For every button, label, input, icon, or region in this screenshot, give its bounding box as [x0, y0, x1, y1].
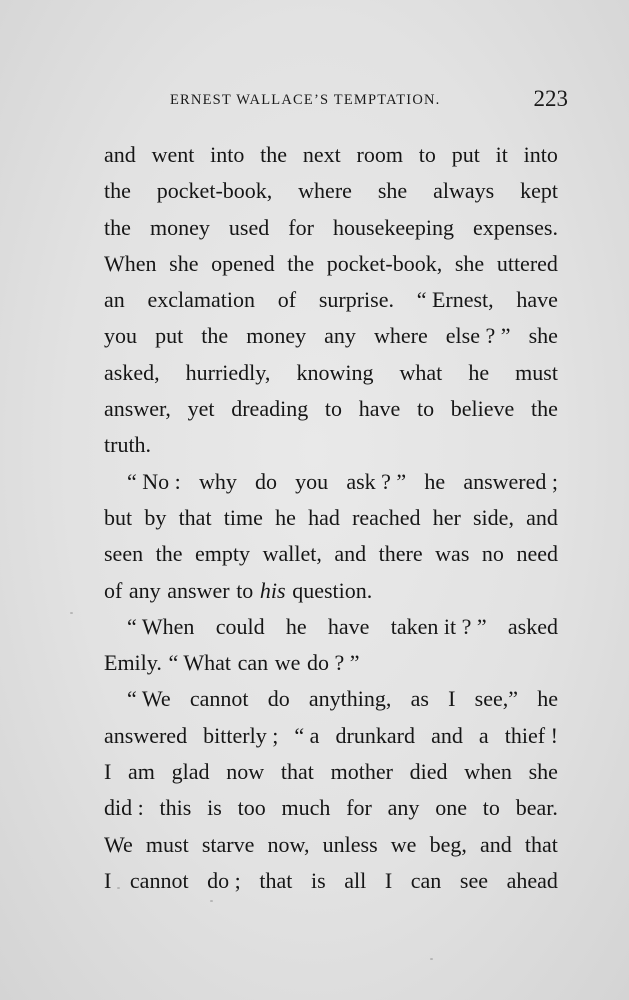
word: of — [277, 287, 297, 313]
word: any — [324, 323, 356, 349]
word: can — [410, 867, 442, 893]
word: died — [409, 759, 448, 785]
word: answer — [167, 577, 230, 603]
word: do ? ” — [306, 650, 360, 676]
word: empty — [195, 541, 251, 567]
word: “ What — [168, 650, 231, 676]
word: that — [259, 867, 293, 893]
word: must — [145, 831, 189, 857]
word: she — [528, 759, 558, 785]
word: dreading — [231, 396, 309, 422]
word: answer, — [104, 396, 171, 422]
word: must — [515, 359, 558, 385]
word: “ a — [294, 722, 320, 748]
word: but — [104, 504, 133, 530]
word: he — [424, 468, 446, 494]
word: cannot — [129, 867, 189, 893]
word: too — [237, 795, 266, 821]
word: much — [281, 795, 331, 821]
word: side, — [473, 504, 514, 530]
word: “ Ernest, — [416, 287, 494, 313]
word: she — [528, 323, 558, 349]
word: “ When — [127, 613, 195, 639]
word: do ; — [207, 867, 241, 893]
word: it — [495, 142, 508, 167]
word: exclamation — [147, 287, 256, 313]
word: the — [104, 178, 131, 204]
paper-speck — [210, 900, 213, 902]
word: housekeeping — [333, 214, 454, 240]
word: had — [308, 504, 340, 530]
word: and — [526, 504, 558, 530]
word: she — [377, 178, 408, 204]
word: the — [287, 250, 315, 276]
word: now — [226, 759, 265, 785]
word: could — [215, 613, 265, 639]
word: any — [387, 795, 420, 821]
word: she — [454, 250, 485, 276]
word: that — [178, 504, 212, 530]
word: pocket-book, — [156, 178, 273, 204]
word: have — [516, 287, 558, 313]
word: and — [479, 831, 512, 857]
word: bear. — [515, 795, 558, 821]
text-line — [104, 173, 558, 209]
word: surprise. — [318, 287, 394, 313]
word: one — [435, 795, 467, 821]
word: into — [523, 142, 558, 167]
word: anything, — [308, 686, 392, 712]
word: you — [295, 468, 329, 494]
word: Emily. — [104, 650, 162, 676]
word: as — [410, 686, 429, 712]
word: opened — [211, 250, 275, 276]
word: and — [431, 722, 463, 748]
word: knowing — [296, 359, 374, 385]
text-line — [104, 718, 558, 754]
word: and — [104, 142, 136, 167]
word: glad — [171, 759, 210, 785]
word: to — [418, 142, 436, 167]
word: there — [378, 541, 423, 567]
word: used — [228, 214, 270, 240]
word: all — [344, 867, 367, 893]
word: hurriedly, — [185, 359, 271, 385]
word: taken it ? ” — [390, 613, 487, 639]
word: her — [432, 504, 461, 530]
word: cannot — [189, 686, 249, 712]
text-line — [104, 355, 558, 391]
text-line — [104, 609, 558, 645]
word: we — [390, 831, 417, 857]
word: I — [104, 867, 112, 893]
text-line — [104, 137, 558, 173]
text-line — [104, 282, 558, 318]
word: need — [516, 541, 558, 567]
text-line — [104, 681, 558, 717]
word: to — [482, 795, 500, 821]
word: answered — [104, 722, 188, 748]
word: reached — [352, 504, 421, 530]
word: have — [358, 396, 401, 422]
text-line — [104, 318, 558, 354]
text-line — [104, 536, 558, 572]
text-line — [104, 827, 558, 863]
word: now, — [267, 831, 310, 857]
word: mother — [330, 759, 393, 785]
word: he — [468, 359, 490, 385]
word: see,” — [474, 686, 519, 712]
word: “ We — [127, 686, 171, 712]
word: where — [298, 178, 352, 204]
word: is — [310, 867, 326, 893]
word: do — [255, 468, 277, 494]
word: time — [223, 504, 263, 530]
word: yet — [187, 396, 215, 422]
word: unless — [322, 831, 378, 857]
word: see — [459, 867, 488, 893]
text-line — [104, 246, 558, 282]
word: am — [128, 759, 155, 785]
word: ask ? ” — [346, 468, 407, 494]
word: “ No : — [127, 468, 181, 494]
word: that — [524, 831, 558, 857]
word: any — [128, 577, 161, 603]
word: asked — [507, 613, 558, 639]
word: money — [149, 214, 210, 240]
text-line — [104, 464, 558, 500]
text-line — [104, 863, 558, 899]
word: she — [169, 250, 199, 276]
word: to — [236, 577, 254, 603]
word: bitterly ; — [203, 722, 279, 748]
word: why — [198, 468, 237, 494]
word: he — [537, 686, 558, 712]
word: put — [451, 142, 480, 167]
word: starve — [201, 831, 255, 857]
word: asked, — [104, 359, 160, 385]
word: I — [448, 686, 456, 712]
word: money — [246, 323, 307, 349]
word: he — [275, 504, 296, 530]
paper-speck — [70, 612, 73, 614]
word: question. — [292, 577, 373, 603]
word: ahead — [506, 867, 558, 893]
word: beg, — [429, 831, 467, 857]
word: uttered — [496, 250, 558, 276]
running-head — [170, 88, 568, 114]
word: believe — [450, 396, 515, 422]
word: the — [260, 142, 288, 167]
word: he — [285, 613, 307, 639]
word: no — [481, 541, 504, 567]
paper-speck — [430, 958, 433, 960]
word: to — [416, 396, 435, 422]
word: by — [144, 504, 167, 530]
word: When — [104, 250, 157, 276]
text-line — [104, 500, 558, 536]
text-line — [104, 427, 558, 463]
word: we — [274, 650, 301, 676]
word: We — [104, 831, 133, 857]
word: pocket-book, — [326, 250, 443, 276]
word: wallet, — [262, 541, 322, 567]
word: and — [334, 541, 367, 567]
text-line — [104, 754, 558, 790]
word: drunkard — [335, 722, 415, 748]
running-title: ERNEST WALLACE’S TEMPTATION. — [170, 92, 441, 108]
word: his — [259, 577, 286, 603]
word: next — [302, 142, 341, 167]
word: answered ; — [463, 468, 558, 494]
word: can — [237, 650, 269, 676]
word: to — [324, 396, 343, 422]
word: the — [104, 214, 131, 240]
word: put — [155, 323, 184, 349]
word: a — [478, 722, 489, 748]
word: where — [373, 323, 428, 349]
word: what — [399, 359, 443, 385]
body-text — [104, 137, 558, 899]
text-line — [104, 573, 558, 609]
word: expenses. — [473, 214, 558, 240]
text-line — [104, 210, 558, 246]
page-number: 223 — [533, 86, 568, 111]
word: the — [531, 396, 558, 422]
word: an — [104, 287, 125, 313]
word: room — [356, 142, 403, 167]
word: is — [207, 795, 222, 821]
word: the — [155, 541, 183, 567]
word: did : — [104, 795, 144, 821]
word: else ? ” — [445, 323, 511, 349]
word: thief ! — [504, 722, 558, 748]
word: I — [104, 759, 112, 785]
text-line — [104, 391, 558, 427]
word: of — [104, 577, 123, 603]
word: when — [464, 759, 512, 785]
word: I — [384, 867, 393, 893]
word: the — [201, 323, 229, 349]
word: kept — [520, 178, 558, 204]
word: always — [433, 178, 495, 204]
word: seen — [104, 541, 144, 567]
word: for — [346, 795, 372, 821]
word: went — [151, 142, 195, 167]
word: truth. — [104, 432, 152, 458]
word: this — [159, 795, 192, 821]
text-line — [104, 645, 558, 681]
word: was — [435, 541, 470, 567]
text-line — [104, 790, 558, 826]
word: into — [210, 142, 245, 167]
word: that — [280, 759, 314, 785]
word: for — [288, 214, 314, 240]
word: you — [104, 323, 137, 349]
word: have — [327, 613, 370, 639]
word: do — [267, 686, 290, 712]
